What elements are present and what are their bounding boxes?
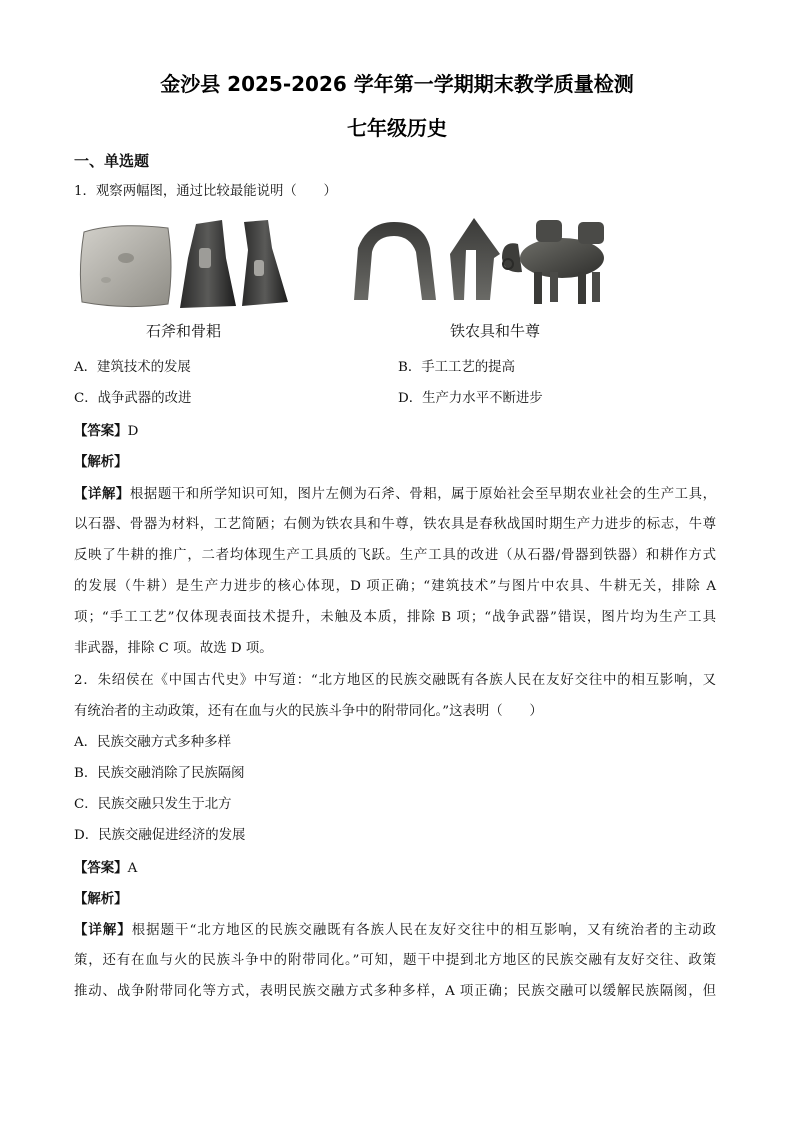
q2-stem: 2．朱绍侯在《中国古代史》中写道：“北方地区的民族交融既有各族人民在友好交往中的相互影响，又 <box>74 673 716 688</box>
q1-detail-line: 项；“手工工艺”仅体现表面技术提升，未触及本质，排除 B 项；“战争武器”错误，图片均为生产工具 <box>74 610 716 625</box>
q1-option-a: A．建筑技术的发展 <box>74 360 191 375</box>
exam-title: 金沙县 2025-2026 学年第一学期期末教学质量检测 <box>160 72 634 96</box>
answer-tag: 【答案】 <box>74 860 128 876</box>
q2-option-c: C．民族交融只发生于北方 <box>74 797 232 812</box>
iron-tools-ox-zun-image <box>352 214 620 314</box>
q2-analysis-tag: 【解析】 <box>74 891 128 907</box>
left-image-caption: 石斧和骨耜 <box>146 322 222 340</box>
q1-detail-line: 以石器、骨器为材料，工艺简陋；右侧为铁农具和牛尊，铁农具是春秋战国时期生产力进步的标志，牛尊 <box>74 517 716 532</box>
q2-detail-line: 策，还有在血与火的民族斗争中的附带同化。”可知，题干中提到北方地区的民族交融有友好交往、政策 <box>74 953 716 968</box>
q2-detail-line: 【详解】根据题干“北方地区的民族交融既有各族人民在友好交往中的相互影响，又有统治者的主动政 <box>74 922 717 938</box>
detail-tag: 【详解】 <box>74 922 132 938</box>
answer-tag: 【答案】 <box>74 423 128 439</box>
q1-option-c: C．战争武器的改进 <box>74 391 192 406</box>
right-image-caption: 铁农具和牛尊 <box>450 322 541 340</box>
q1-detail-line: 非武器，排除 C 项。故选 D 项。 <box>74 641 273 656</box>
q1-answer <box>74 421 138 442</box>
q1-option-b: B．手工工艺的提高 <box>398 360 515 375</box>
q2-option-b: B．民族交融消除了民族隔阂 <box>74 766 245 781</box>
q2-detail-line: 推动、战争附带同化等方式，表明民族交融方式多种多样，A 项正确；民族交融可以缓解民族隔阂，但 <box>74 984 716 999</box>
answer-value: D <box>127 424 139 439</box>
q1-stem: 1．观察两幅图，通过比较最能说明（ ） <box>74 184 337 199</box>
section-heading: 一、单选题 <box>74 152 150 170</box>
q2-option-d: D．民族交融促进经济的发展 <box>74 828 246 843</box>
q1-detail-line: 反映了牛耕的推广，二者均体现生产工具质的飞跃。生产工具的改进（从石器/骨器到铁器）和耕作方式 <box>74 548 716 563</box>
answer-value: A <box>127 861 138 876</box>
q1-detail-line: 【详解】根据题干和所学知识可知，图片左侧为石斧、骨耜，属于原始社会至早期农业社会的生产工具， <box>74 486 717 502</box>
stone-axe-bone-spade-image <box>76 218 290 312</box>
detail-tag: 【详解】 <box>74 486 130 502</box>
q1-analysis-tag: 【解析】 <box>74 454 128 470</box>
q1-option-d: D．生产力水平不断进步 <box>398 391 543 406</box>
q2-option-a: A．民族交融方式多种多样 <box>74 735 231 750</box>
q1-detail-line: 的发展（牛耕）是生产力进步的核心体现，D 项正确；“建筑技术”与图片中农具、牛耕无关，排除 A <box>74 579 716 594</box>
q2-answer <box>74 858 137 879</box>
exam-subtitle: 七年级历史 <box>347 116 447 140</box>
q2-stem: 有统治者的主动政策，还有在血与火的民族斗争中的附带同化。”这表明（ ） <box>74 704 543 719</box>
